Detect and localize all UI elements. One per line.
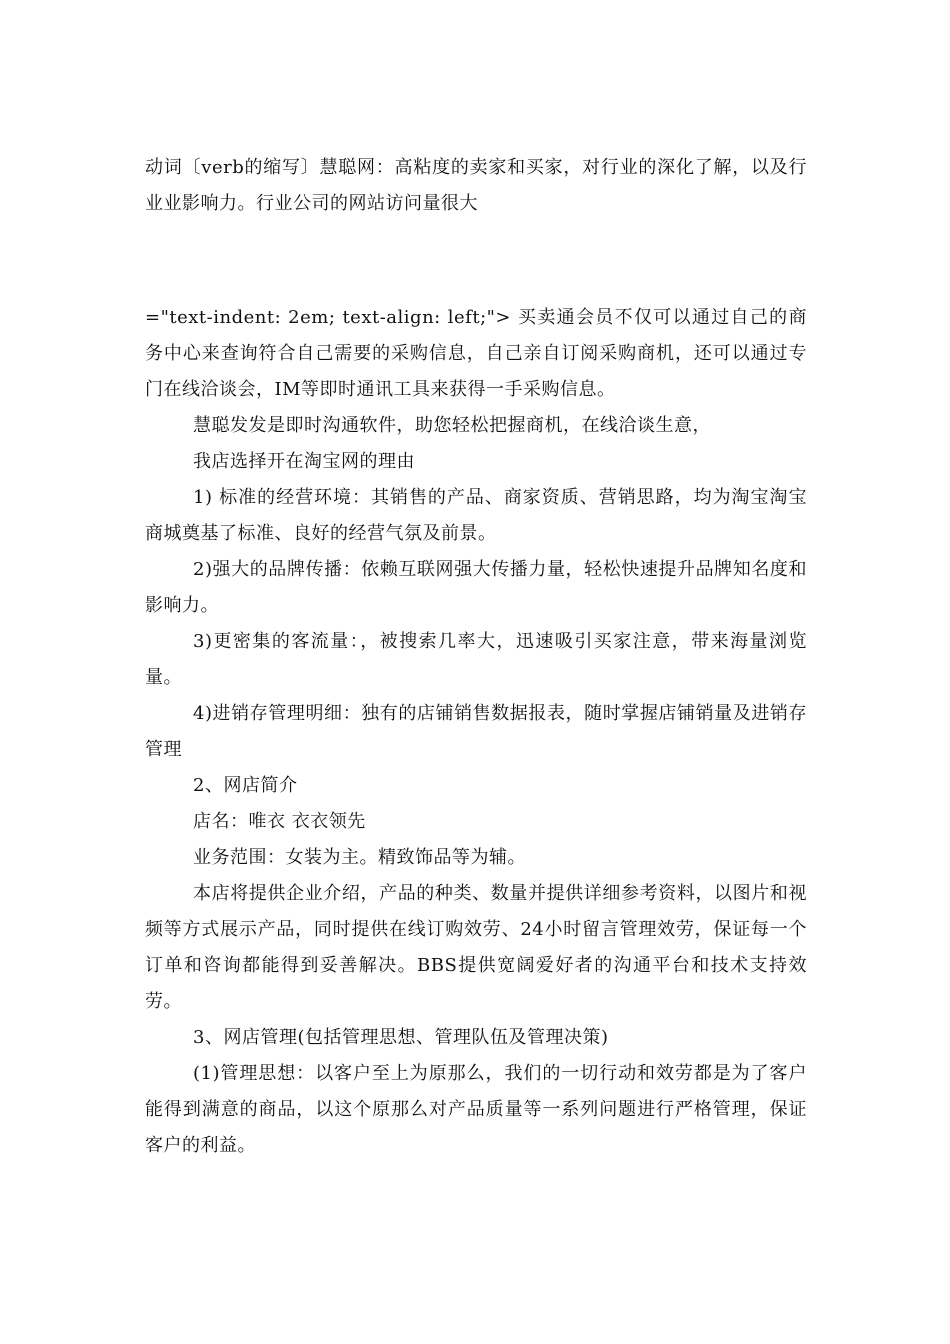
paragraph-reason-1: 1) 标准的经营环境：其销售的产品、商家资质、营销思路，均为淘宝淘宝商城奠基了标准、良好的经营气氛及前景。 <box>145 487 807 544</box>
section-heading-shop-intro: 2、网店简介 <box>193 775 298 796</box>
paragraph-im-software: 慧聪发发是即时沟通软件，助您轻松把握商机，在线洽谈生意， <box>193 415 711 436</box>
paragraph-spacer <box>145 222 807 300</box>
paragraph-reason-2: 2)强大的品牌传播：依赖互联网强大传播力量，轻松快速提升品牌知名度和影响力。 <box>145 559 807 616</box>
paragraph-member-info: ="text-indent: 2em; text-align: left;"> 买卖通会员不仅可以通过自己的商务中心来查询符合自己需要的采购信息，自己亲自订阅采购商机，还可以通过专门在线洽谈会，IM等即时通讯工具来获得一手采购信息。 <box>145 307 807 400</box>
paragraph-services: 本店将提供企业介绍，产品的种类、数量并提供详细参考资料，以图片和视频等方式展示产品，同时提供在线订购效劳、24小时留言管理效劳，保证每一个订单和咨询都能得到妥善解决。BBS提供宽阔爱好者的沟通平台和技术支持效劳。 <box>145 883 807 1012</box>
paragraph-shop-name: 店名：唯衣 衣衣领先 <box>193 811 366 832</box>
paragraph-heading-reasons: 我店选择开在淘宝网的理由 <box>193 451 415 472</box>
paragraph-management-philosophy: (1)管理思想：以客户至上为原那么，我们的一切行动和效劳都是为了客户能得到满意的商品，以这个原那么对产品质量等一系列问题进行严格管理，保证客户的利益。 <box>145 1063 807 1156</box>
document-body <box>145 150 807 1164</box>
paragraph-business-scope: 业务范围：女装为主。精致饰品等为辅。 <box>193 847 526 868</box>
paragraph-reason-4: 4)进销存管理明细：独有的店铺销售数据报表，随时掌握店铺销量及进销存管理 <box>145 703 807 760</box>
paragraph-reason-3: 3)更密集的客流量：，被搜索几率大，迅速吸引买家注意，带来海量浏览量。 <box>145 631 807 688</box>
section-heading-management: 3、网店管理(包括管理思想、管理队伍及管理决策) <box>193 1027 609 1048</box>
paragraph-intro: 动词〔verb的缩写〕慧聪网：高粘度的卖家和买家，对行业的深化了解，以及行业业影响力。行业公司的网站访问量很大 <box>145 157 807 214</box>
